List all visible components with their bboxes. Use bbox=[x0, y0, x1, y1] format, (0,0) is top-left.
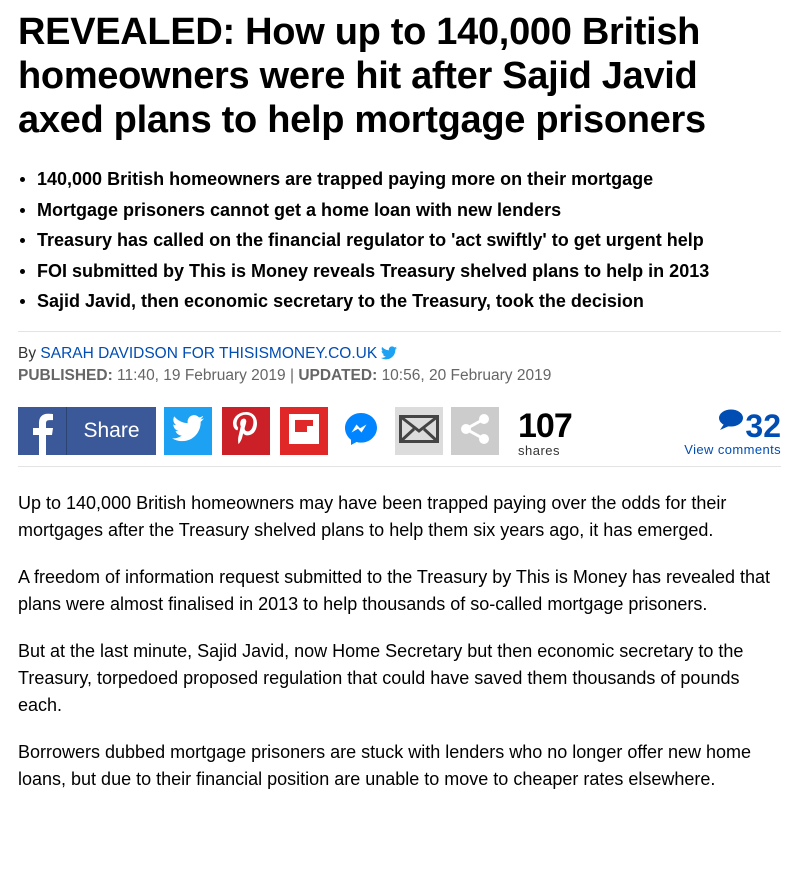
summary-bullet bbox=[18, 227, 783, 258]
summary-bullet-text: FOI submitted by This is Money reveals Treasury shelved plans to help in 2013 bbox=[37, 260, 710, 281]
bullet-dot-icon bbox=[20, 269, 25, 274]
summary-bullet bbox=[18, 288, 783, 319]
headline: REVEALED: How up to 140,000 British homeowners were hit after Sajid Javid axed plans to help mortgage prisoners bbox=[18, 11, 706, 141]
comment-count-number: 32 bbox=[745, 408, 781, 444]
date-separator: | bbox=[289, 367, 294, 384]
flipboard-icon bbox=[289, 414, 319, 449]
divider bbox=[18, 331, 781, 332]
comment-count[interactable] bbox=[684, 404, 781, 442]
summary-bullet-text: 140,000 British homeowners are trapped paying more on their mortgage bbox=[37, 169, 654, 189]
article-paragraph: Up to 140,000 British homeowners may have been trapped paying over the odds for their mortgages after the Treasury shelved plans to help them six years ago, it has emerged. bbox=[18, 493, 727, 540]
share-count-number: 107 bbox=[518, 407, 572, 445]
twitter-bird-icon[interactable] bbox=[381, 346, 397, 366]
summary-bullet-text: Treasury has called on the financial regulator to 'act swiftly' to get urgent help bbox=[37, 230, 704, 251]
summary-bullet-text: Mortgage prisoners cannot get a home loan with new lenders bbox=[37, 199, 562, 220]
flipboard-share-button[interactable] bbox=[280, 407, 328, 455]
divider bbox=[18, 466, 781, 467]
summary-bullet bbox=[18, 166, 783, 197]
publish-dates bbox=[18, 366, 551, 386]
share-icon bbox=[458, 412, 492, 451]
more-share-button[interactable] bbox=[451, 407, 499, 455]
messenger-icon bbox=[343, 411, 379, 452]
article-paragraph: A freedom of information request submitted to the Treasury by This is Money has revealed that plans were almost finalised in 2013 to help thousands of so-called mortgage prisoners. bbox=[18, 567, 771, 614]
comments-widget[interactable] bbox=[684, 404, 781, 458]
twitter-share-button[interactable] bbox=[164, 407, 212, 455]
twitter-icon bbox=[172, 415, 204, 447]
pinterest-icon bbox=[231, 412, 261, 451]
email-icon bbox=[399, 415, 439, 448]
article-paragraph: But at the last minute, Sajid Javid, now Home Secretary but then economic secretary to the Treasury, torpedoed proposed regulation that could have saved them thousands of pounds each. bbox=[18, 641, 744, 715]
bullet-dot-icon bbox=[20, 177, 25, 182]
byline bbox=[18, 344, 397, 366]
summary-bullet-text: Sajid Javid, then economic secretary to the Treasury, took the decision bbox=[37, 291, 644, 312]
facebook-icon bbox=[18, 407, 67, 455]
bullet-dot-icon bbox=[20, 299, 25, 304]
pinterest-share-button[interactable] bbox=[222, 407, 270, 455]
view-comments-link[interactable]: View comments bbox=[684, 442, 781, 457]
published-label: PUBLISHED: bbox=[18, 367, 113, 384]
share-count-label: shares bbox=[518, 443, 561, 458]
article-paragraph: Borrowers dubbed mortgage prisoners are stuck with lenders who no longer offer new home loans, but due to their financial position are unable to move to cheaper rates elsewhere. bbox=[18, 742, 752, 789]
updated-label: UPDATED: bbox=[298, 367, 378, 384]
share-count bbox=[518, 409, 572, 458]
article-body bbox=[18, 490, 783, 813]
bullet-dot-icon bbox=[20, 208, 25, 213]
bullet-dot-icon bbox=[20, 238, 25, 243]
byline-prefix: By bbox=[18, 345, 37, 362]
messenger-share-button[interactable] bbox=[337, 407, 385, 455]
speech-bubble-icon bbox=[718, 404, 744, 436]
summary-bullets bbox=[18, 166, 783, 319]
updated-date: 10:56, 20 February 2019 bbox=[381, 367, 552, 384]
summary-bullet bbox=[18, 197, 783, 228]
email-share-button[interactable] bbox=[395, 407, 443, 455]
facebook-share-button[interactable] bbox=[18, 407, 156, 455]
author-link[interactable]: SARAH DAVIDSON FOR THISISMONEY.CO.UK bbox=[40, 345, 378, 362]
published-date: 11:40, 19 February 2019 bbox=[117, 367, 286, 384]
summary-bullet bbox=[18, 258, 783, 289]
facebook-share-label: Share bbox=[83, 419, 140, 442]
